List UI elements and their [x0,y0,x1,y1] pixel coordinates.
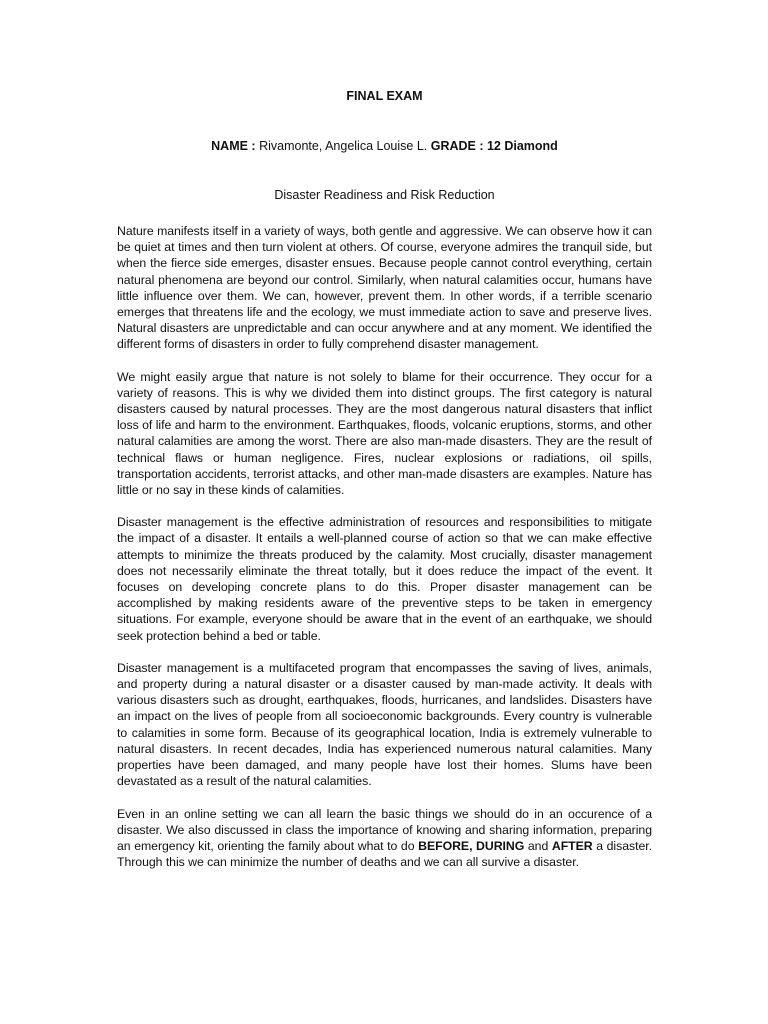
student-info-line [117,138,652,154]
paragraph-5-bold-a: BEFORE, DURING [418,838,525,853]
paragraph-4: Disaster management is a multifaceted program that encompasses the saving of lives, animals, and property during a natural disaster or a disaster caused by man-made activity. It deals with various disasters such as drought, earthquakes, floods, hurricanes, and landslides. Disasters have an impact on the lives of people from all socioeconomic backgrounds. Every country is vulnerable to calamities in some form. Because of its geographical location, India is extremely vulnerable to natural disasters. In recent decades, India has experienced numerous natural calamities. Many properties have been damaged, and many people have lost their homes. Slums have been devastated as a result of the natural calamities. [117,660,652,789]
name-label: NAME : [211,139,256,153]
paragraph-5-bold-b: AFTER [551,838,593,853]
grade-label: GRADE : [430,139,484,153]
document-title: FINAL EXAM [346,89,423,103]
paragraph-1: Nature manifests itself in a variety of ways, both gentle and aggressive. We can observe how it can be quiet at times and then turn violent at others. Of course, everyone admires the tranquil side, but when the fierce side emerges, disaster ensues. Because people cannot control everything, certain natural phenomena are beyond our control. Similarly, when natural calamities occur, humans have little influence over them. We can, however, prevent them. In other words, if a terrible scenario emerges that threatens life and the ecology, we must immediate action to save and preserve lives. Natural disasters are unpredictable and can occur anywhere and at any moment. We identified the different forms of disasters in order to fully comprehend disaster management. [117,224,652,352]
grade-value: 12 Diamond [483,139,558,153]
document-subtitle: Disaster Readiness and Risk Reduction [274,188,495,202]
paragraph-5 [117,806,652,871]
document-page [117,88,652,870]
paragraph-3: Disaster management is the effective administration of resources and responsibilities to mitigate the impact of a disaster. It entails a well-planned course of action so that we can make effective attempts to minimize the threats produced by the calamity. Most crucially, disaster management does not necessarily eliminate the threat totally, but it does reduce the impact of the event. It focuses on developing concrete plans to do this. Proper disaster management can be accomplished by making residents aware of the preventive steps to be taken in emergency situations. For example, everyone should be aware that in the event of an earthquake, we should seek protection behind a bed or table. [117,515,652,643]
paragraph-5-text-a: Even in an online setting we can all learn the basic things we should do in an occurence of a disaster. We also discussed in class the importance of knowing and sharing information, preparing an emergency kit, orienting the family about what to do [117,806,652,853]
name-value: Rivamonte, Angelica Louise L. [255,139,431,153]
paragraph-5-text-c: a disaster. Through this we can minimize the number of deaths and we can all survive a disaster. [117,838,652,870]
paragraph-5-text-b: and [524,838,552,853]
paragraph-2: We might easily argue that nature is not solely to blame for their occurrence. They occur for a variety of reasons. This is why we divided them into distinct groups. The first category is natural disasters caused by natural processes. They are the most dangerous natural disasters that inflict loss of life and harm to the environment. Earthquakes, floods, volcanic eruptions, storms, and other natural calamities are among the worst. There are also man-made disasters. They are the result of technical flaws or human negligence. Fires, nuclear explosions or radiations, oil spills, transportation accidents, terrorist attacks, and other man-made disasters are examples. Nature has little or no say in these kinds of calamities. [117,369,652,498]
